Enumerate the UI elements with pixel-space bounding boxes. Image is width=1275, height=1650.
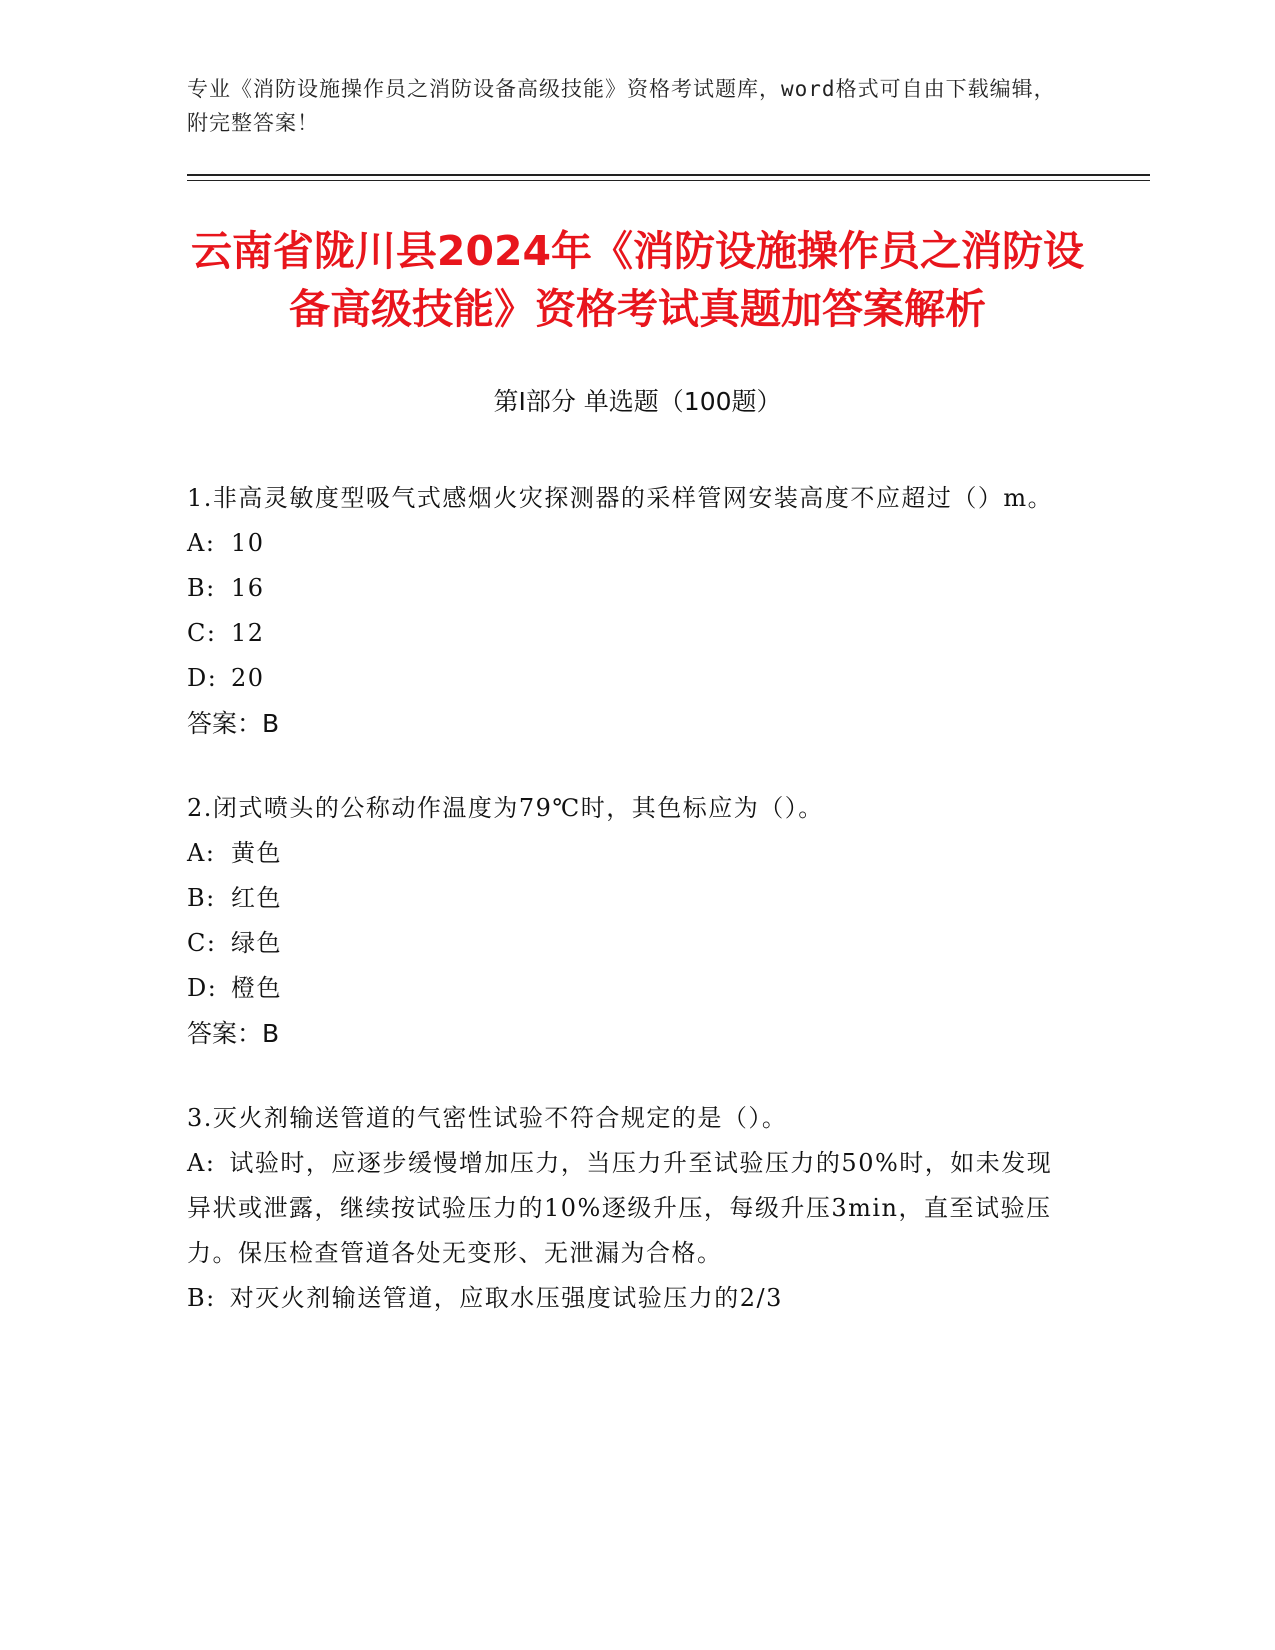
- answer-line: 答案：B: [187, 709, 280, 738]
- question-stem: 2.闭式喷头的公称动作温度为79℃时，其色标应为（）。: [187, 794, 824, 822]
- option-d: [187, 966, 1067, 1011]
- header-note: 专业《消防设施操作员之消防设备高级技能》资格考试题库，word格式可自由下载编辑，附完整答案！: [187, 77, 1056, 135]
- option-text: 黄色: [231, 839, 282, 867]
- option-letter: B:: [187, 574, 216, 602]
- option-letter: C:: [187, 929, 217, 957]
- option-c: [187, 611, 1067, 656]
- option-text: 试验时，应逐步缓慢增加压力，当压力升至试验压力的50%时，如未发现异状或泄露，继续按试验压力的10%逐级升压，每级升压3min，直至试验压力。保压检查管道各处无变形、无泄漏为合格。: [187, 1149, 1053, 1267]
- option-text: 10: [231, 529, 265, 557]
- option-c: [187, 921, 1067, 966]
- option-letter: D:: [187, 974, 218, 1002]
- option-text: 绿色: [231, 929, 282, 957]
- option-letter: B:: [187, 1284, 216, 1312]
- document-title: 云南省陇川县2024年《消防设施操作员之消防设备高级技能》资格考试真题加答案解析: [190, 227, 1085, 333]
- question-2: [187, 786, 1067, 1056]
- option-text: 20: [231, 664, 265, 692]
- header-divider-thin: [187, 180, 1150, 181]
- answer-line: 答案：B: [187, 1019, 280, 1048]
- option-text: 16: [231, 574, 265, 602]
- section-heading: 第Ⅰ部分 单选题（100题）: [493, 387, 782, 416]
- question-stem: 1.非高灵敏度型吸气式感烟火灾探测器的采样管网安装高度不应超过（）m。: [187, 484, 1054, 512]
- option-text: 对灭火剂输送管道，应取水压强度试验压力的2/3: [229, 1284, 783, 1312]
- option-a: [187, 521, 1067, 566]
- header-divider-thick: [187, 174, 1150, 176]
- question-3: [187, 1096, 1067, 1321]
- option-text: 红色: [231, 884, 282, 912]
- option-b: [187, 1276, 1067, 1321]
- option-a: [187, 831, 1067, 876]
- question-list: [187, 476, 1067, 1361]
- option-a: [187, 1141, 1067, 1276]
- option-b: [187, 566, 1067, 611]
- option-letter: D:: [187, 664, 218, 692]
- option-letter: A:: [187, 839, 216, 867]
- option-letter: B:: [187, 884, 216, 912]
- question-1: [187, 476, 1067, 746]
- option-d: [187, 656, 1067, 701]
- option-letter: A:: [187, 1149, 216, 1177]
- option-letter: C:: [187, 619, 217, 647]
- option-text: 12: [231, 619, 265, 647]
- option-b: [187, 876, 1067, 921]
- option-text: 橙色: [231, 974, 282, 1002]
- question-stem: 3.灭火剂输送管道的气密性试验不符合规定的是（）。: [187, 1104, 788, 1132]
- option-letter: A:: [187, 529, 216, 557]
